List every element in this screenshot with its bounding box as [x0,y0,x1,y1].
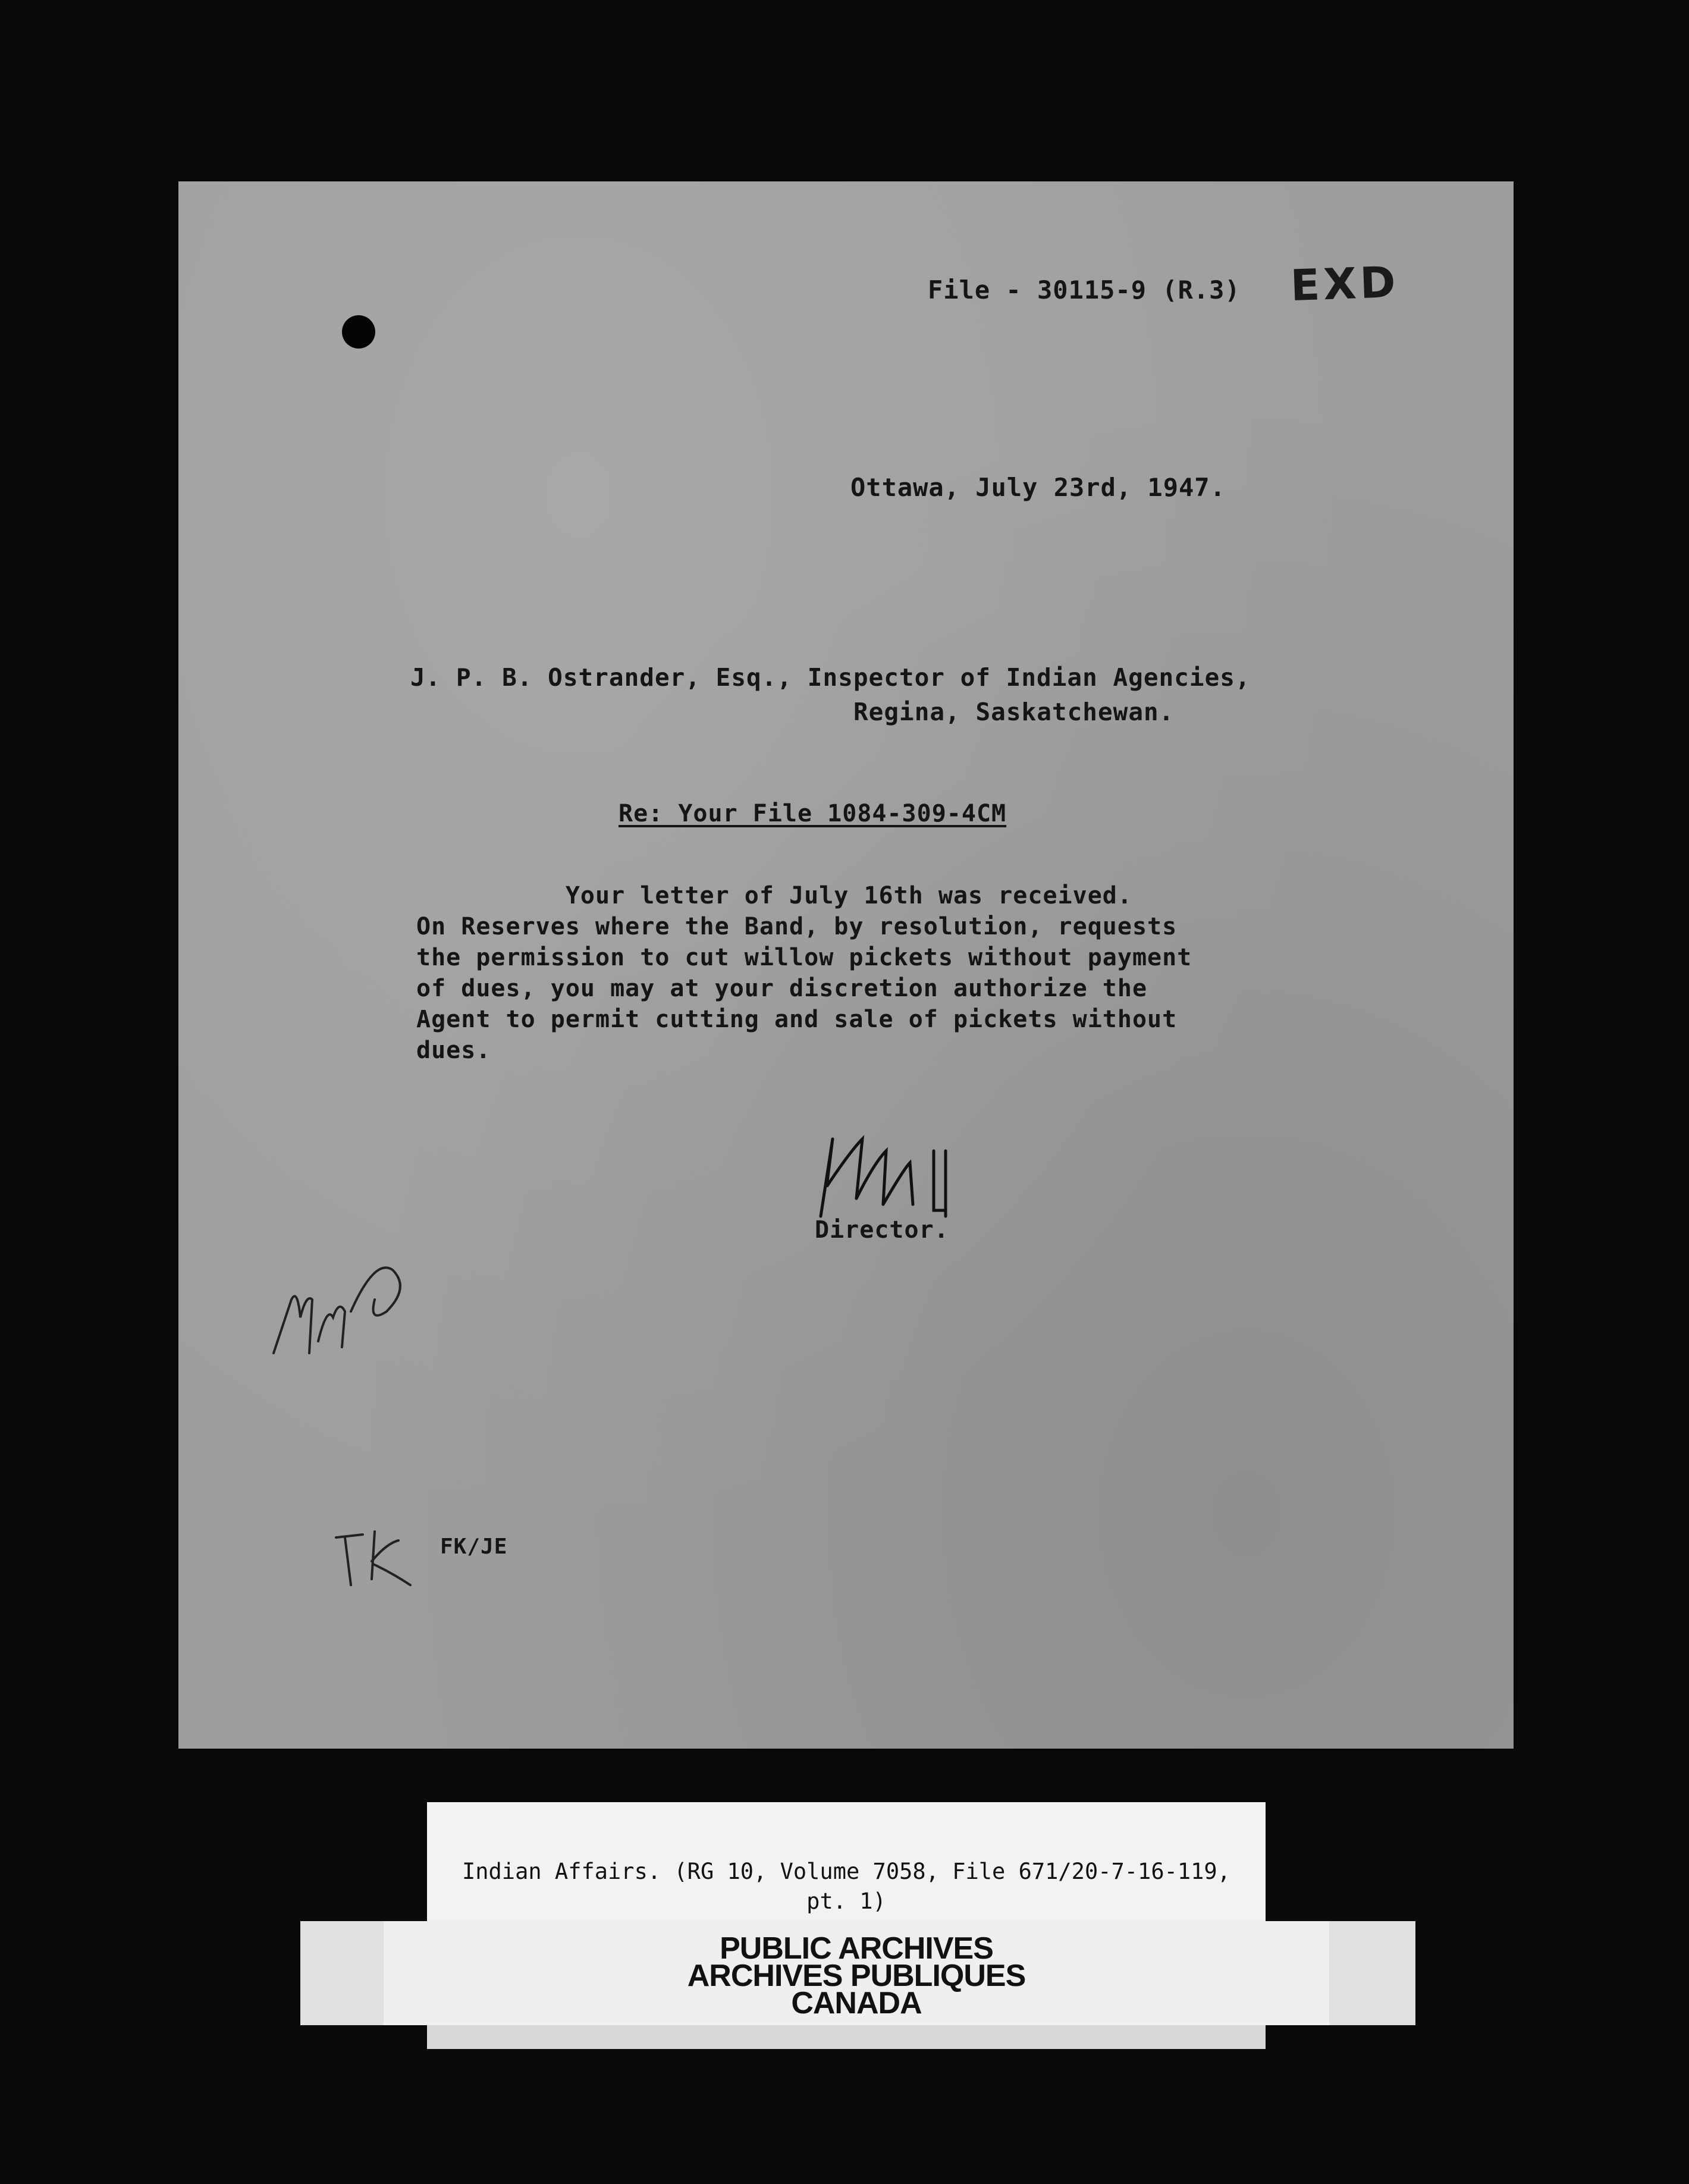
body-line: Agent to permit cutting and sale of pickets without [416,1006,1178,1033]
letter-page [178,181,1514,1749]
body-line: dues. [416,1037,491,1064]
addressee-line-2: Regina, Saskatchewan. [853,698,1175,726]
letter-body [416,880,1192,1066]
caption-card-bottom [427,2025,1266,2049]
typist-initials: FK/JE [440,1535,508,1559]
stamp-line-1: PUBLIC ARCHIVES [720,1931,993,1966]
handwritten-initials-mmg [268,1234,422,1371]
exd-stamp: EXD [1289,256,1400,311]
handwritten-initials-jk [333,1514,440,1597]
reference-line: Re: Your File 1084-309-4CM [619,800,1007,827]
addressee-line-1: J. P. B. Ostrander, Esq., Inspector of Indian Agencies, [410,663,1251,692]
file-reference: File - 30115-9 (R.3) [928,275,1241,305]
signature-title: Director. [815,1216,949,1244]
body-line: the permission to cut willow pickets without payment [416,944,1192,971]
body-line: of dues, you may at your discretion authorize the [416,975,1148,1002]
body-line: On Reserves where the Band, by resolution, requests [416,913,1178,940]
caption-line-2: pt. 1) [806,1888,886,1914]
stamp-line-2: ARCHIVES PUBLIQUES [687,1959,1026,1993]
punch-hole [342,315,375,349]
archive-stamp [384,1921,1329,2025]
body-line: Your letter of July 16th was received. [416,882,1132,909]
stamp-line-3: CANADA [791,1986,922,2020]
letter-date: Ottawa, July 23rd, 1947. [850,473,1226,502]
caption-line-1: Indian Affairs. (RG 10, Volume 7058, File 671/20-7-16-119, [462,1859,1230,1884]
archive-stamp-strip [300,1921,1415,2025]
archive-caption-card [427,1802,1266,1927]
